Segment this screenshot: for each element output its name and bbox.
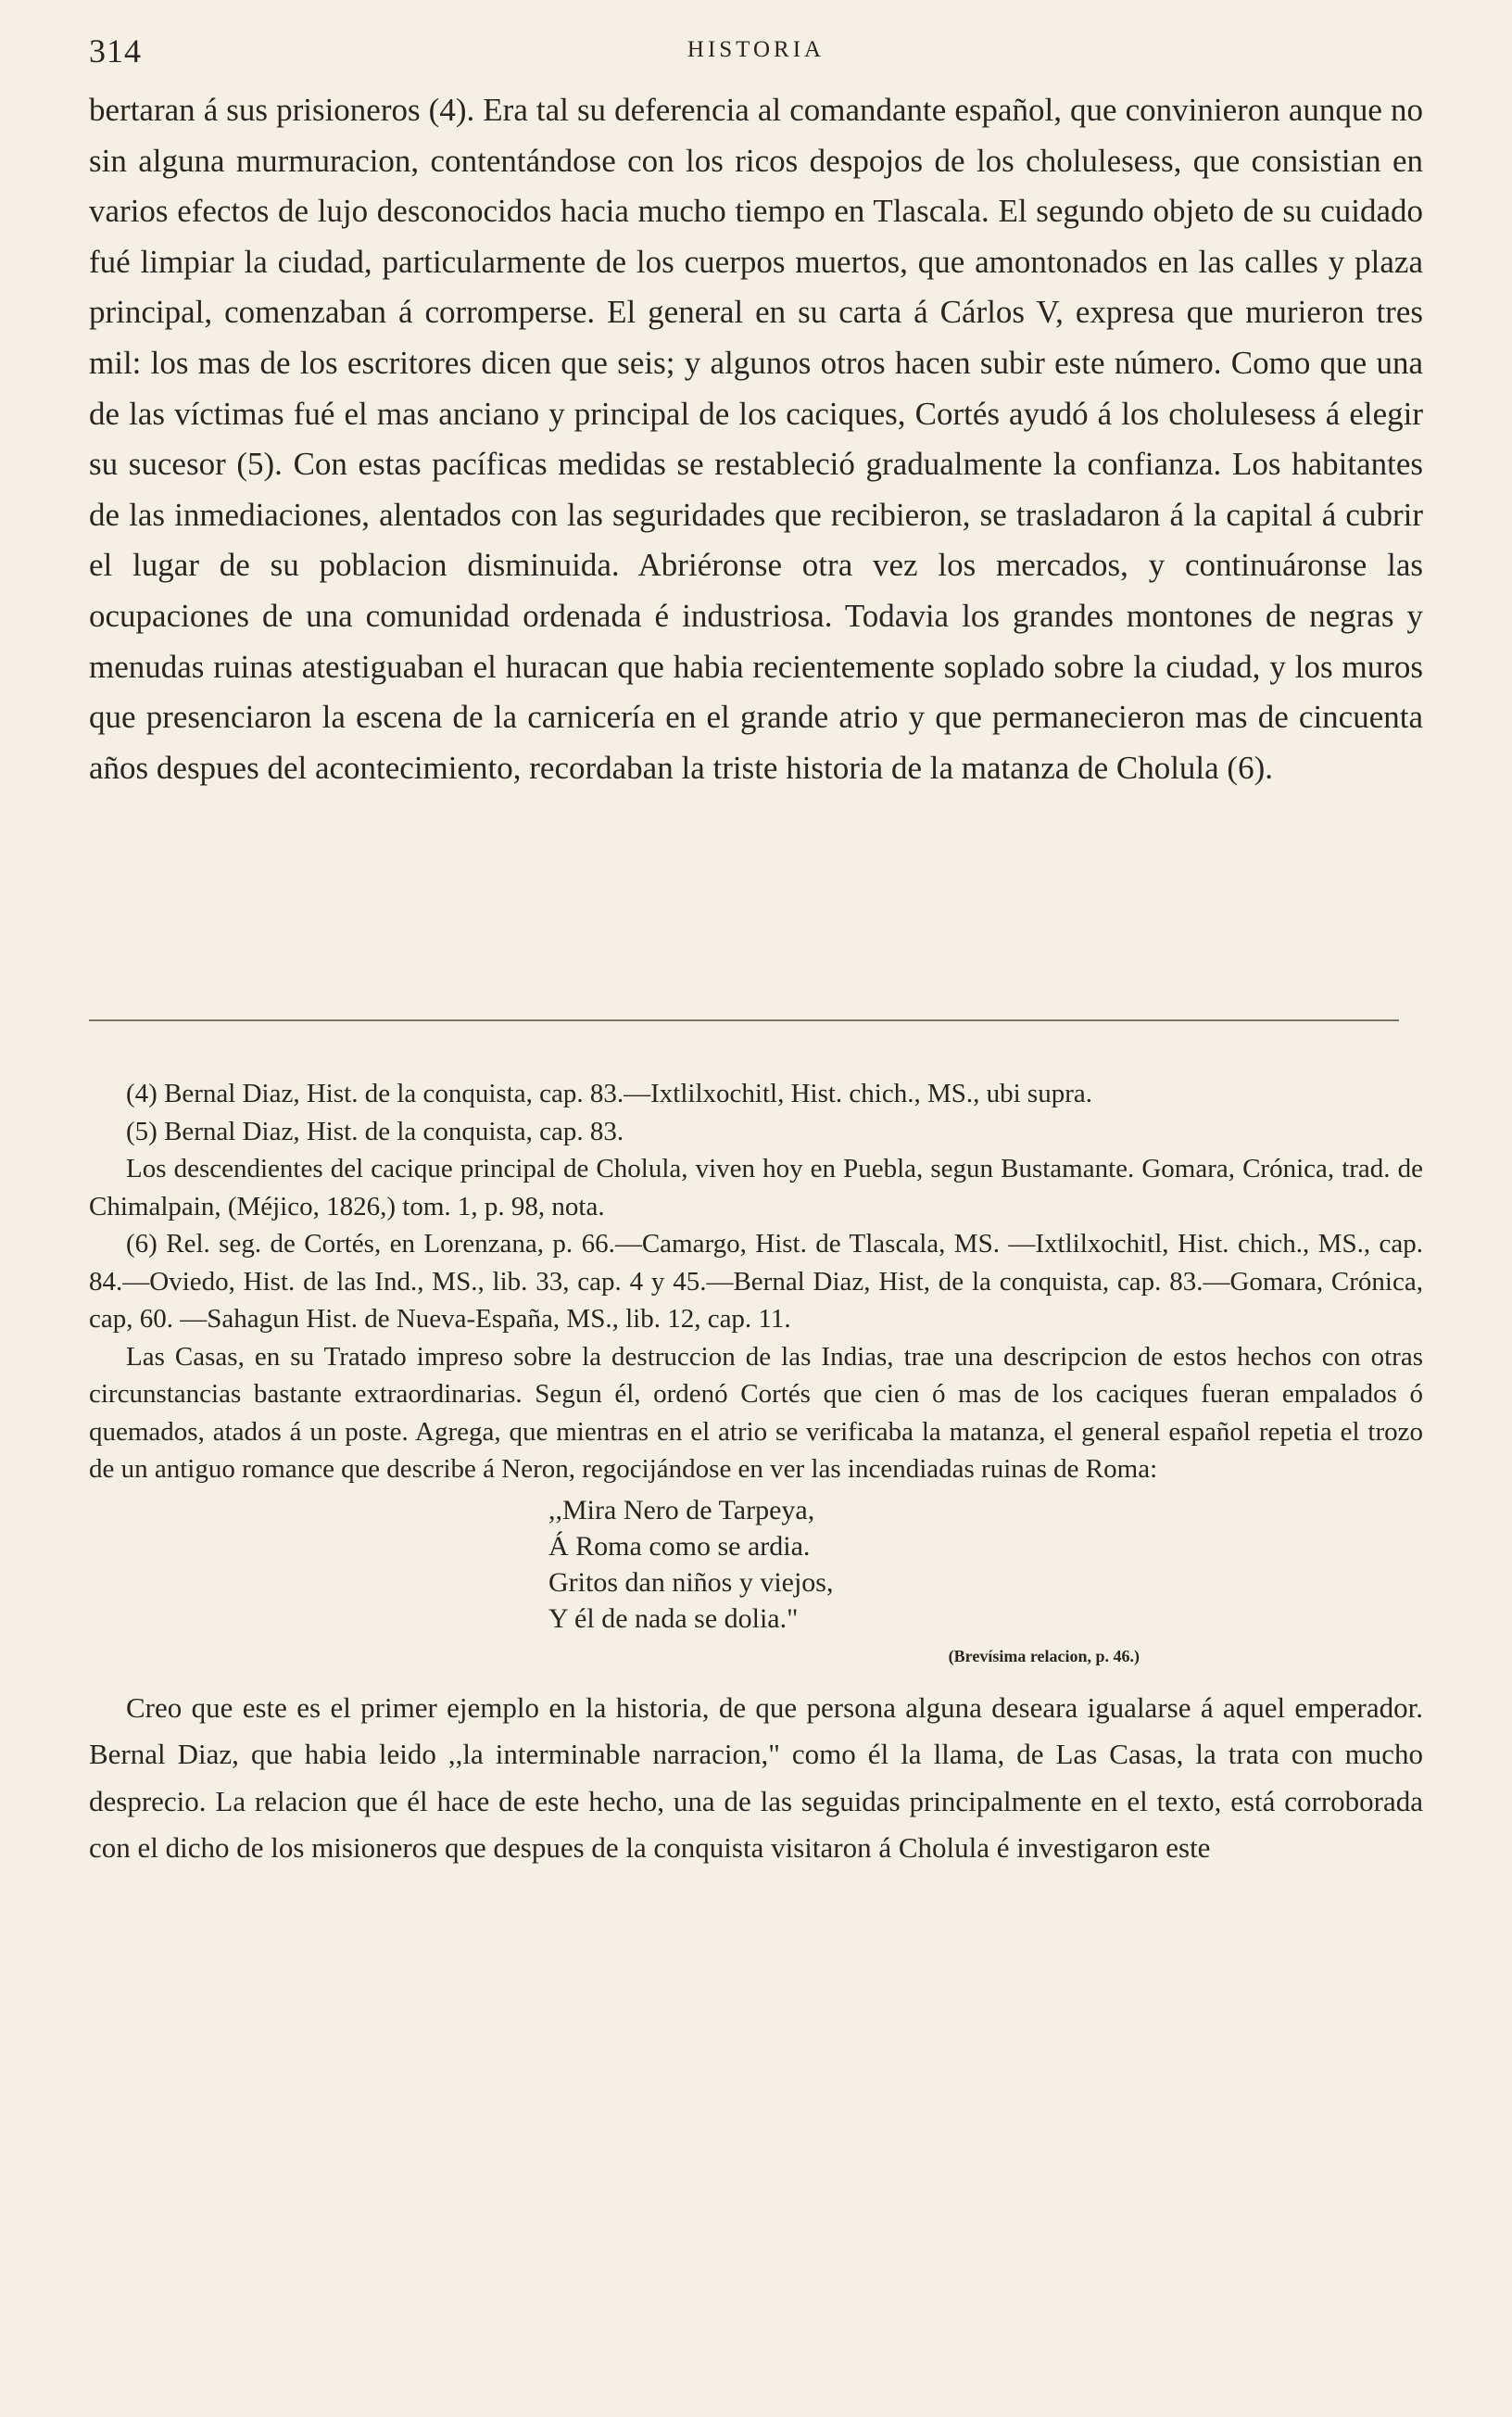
poem-source: (Brevísima relacion, p. 46.) — [948, 1646, 1140, 1665]
poem-line: Gritos dan niños y viejos, — [548, 1566, 834, 1598]
closing-text — [89, 1685, 1423, 1872]
footnote-4: (4) Bernal Diaz, Hist. de la conquista, cap. 83.—Ixtlilxochitl, Hist. chich., MS., ubi supra. — [126, 1079, 1092, 1108]
footnote-divider — [89, 1019, 1399, 1021]
poem-line: Y él de nada se dolia." — [548, 1602, 799, 1634]
body-paragraph: bertaran á sus prisioneros (4). Era tal su deferencia al comandante español, que convinieron aunque no sin alguna murmuracion, contentándose con los ricos despojos de los cholulesess, que consistian en varios efectos de lujo desconocidos hacia mucho tiempo en Tlascala. El segundo objeto de su cuidado fué limpiar la ciudad, particularmente de los cuerpos muertos, que amontonados en las calles y plaza principal, comenzaban á corromperse. El general en su carta á Cárlos V, expresa que murieron tres mil: los mas de los escritores dicen que seis; y algunos otros hacen subir este número. Como que una de las víctimas fué el mas anciano y principal de los caciques, Cortés ayudó á los cholulesess á elegir su sucesor (5). Con estas pacíficas medidas se restableció gradualmente la confianza. Los habitantes de las inmediaciones, alentados con las seguridades que recibieron, se trasladaron á la capital á cubrir el lugar de su poblacion disminuida. Abriéronse otra vez los mercados, y continuáronse las ocupaciones de una comunidad ordenada é industriosa. Todavia los grandes montones de negras y menudas ruinas atestiguaban el huracan que habia recientemente soplado sobre la ciudad, y los muros que presenciaron la escena de la carnicería en el grande atrio y que permanecieron mas de cincuenta años despues del acontecimiento, recordaban la triste historia de la matanza de Cholula (6). — [89, 92, 1423, 786]
footnote-6: (6) Rel. seg. de Cortés, en Lorenzana, p. 66.—Camargo, Hist. de Tlascala, MS. —Ixtlilxochitl, Hist. chich., MS., cap. 84.—Oviedo, Hist. de las Ind., MS., lib. 33, cap. 4 y 45.—Bernal Diaz, Hist, de la conquista, cap. 83.—Gomara, Crónica, cap, 60. —Sahagun Hist. de Nueva-España, MS., lib. 12, cap. 11. — [89, 1229, 1423, 1334]
footnote-5: (5) Bernal Diaz, Hist. de la conquista, cap. 83. — [126, 1116, 624, 1146]
footnote-5-continued: Los descendientes del cacique principal de Cholula, viven hoy en Puebla, segun Bustamante. Gomara, Crónica, trad. de Chimalpain, (Méjico, 1826,) tom. 1, p. 98, nota. — [89, 1154, 1423, 1221]
poem-line: ,,Mira Nero de Tarpeya, — [548, 1494, 815, 1525]
poem-line: Á Roma como se ardia. — [548, 1530, 811, 1562]
main-text — [89, 85, 1423, 793]
running-head: HISTORIA — [687, 37, 825, 62]
poem-quote — [548, 1492, 1423, 1637]
footnote-6-continued: Las Casas, en su Tratado impreso sobre la destruccion de las Indias, trae una descripcion de estos hechos con otras circunstancias bastante extraordinarias. Segun él, ordenó Cortés que cien ó mas de los caciques fueran empalados ó quemados, atados á un poste. Agrega, que mientras en el atrio se verificaba la matanza, el general español repetia el trozo de un antiguo romance que describe á Neron, regocijándose en ver las incendiadas ruinas de Roma: — [89, 1341, 1423, 1484]
footnotes — [89, 1075, 1423, 1872]
page-header — [89, 32, 1423, 78]
page-number: 314 — [89, 32, 142, 70]
closing-paragraph: Creo que este es el primer ejemplo en la historia, de que persona alguna deseara igualarse á aquel emperador. Bernal Diaz, que habia leido ,,la interminable narracion," como él la llama, de Las Casas, la trata con mucho desprecio. La relacion que él hace de este hecho, una de las seguidas principalmente en el texto, está corroborada con el dicho de los misioneros que despues de la conquista visitaron á Cholula é investigaron este — [89, 1690, 1423, 1865]
